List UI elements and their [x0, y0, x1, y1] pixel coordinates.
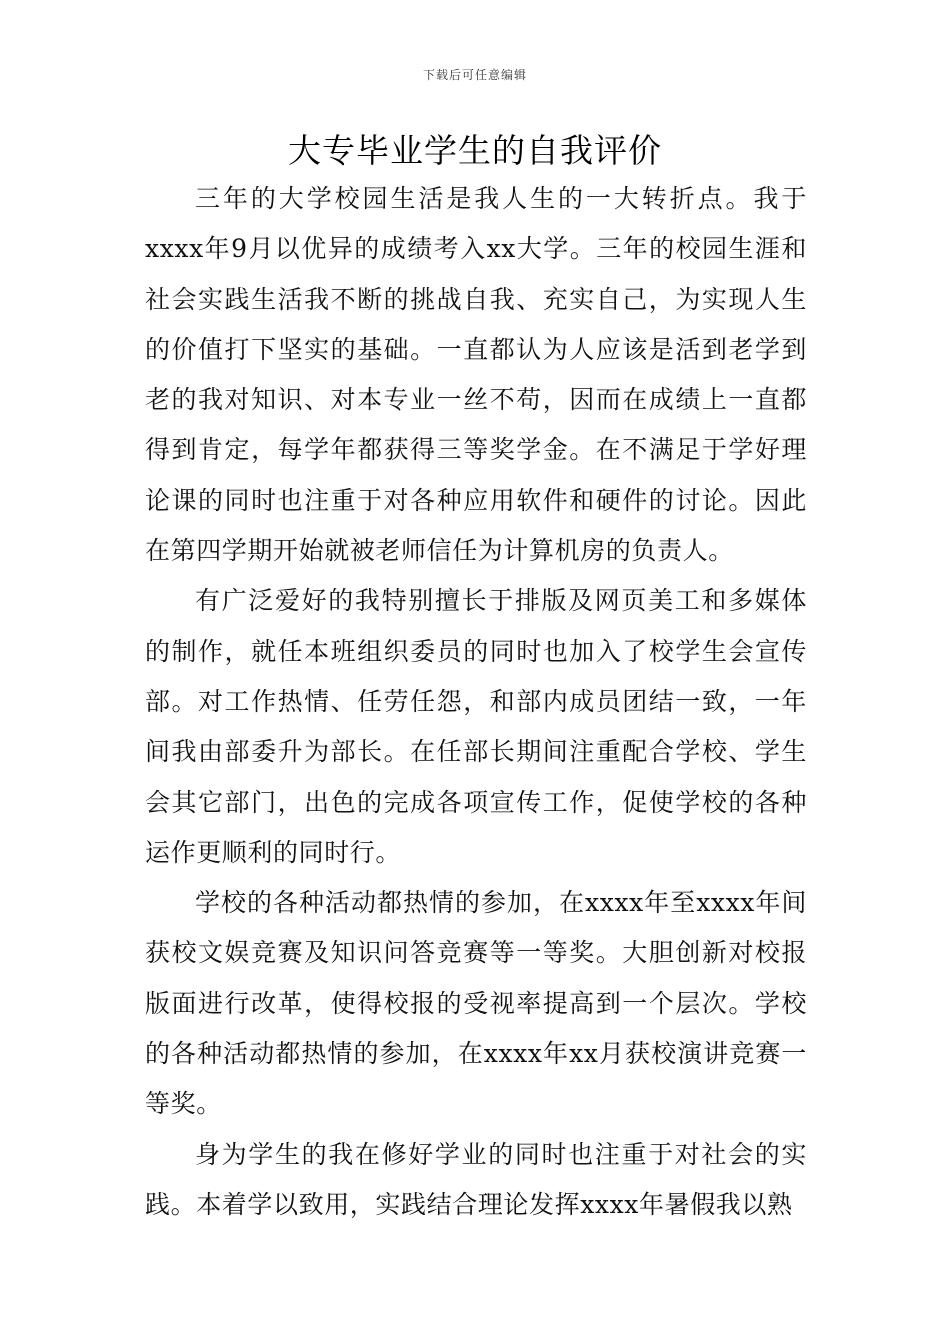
paragraph-3: 学校的各种活动都热情的参加，在xxxx年至xxxx年间获校文娱竞赛及知识问答竞赛等一等奖。大胆创新对校报版面进行改革，使得校报的受视率提高到一个层次。学校的各种活动都热情的参加，在xxxx年xx月获校演讲竞赛一等奖。 — [145, 888, 807, 1119]
header-note: 下载后可任意编辑 — [422, 68, 527, 82]
document-title: 大专毕业学生的自我评价 — [288, 131, 662, 170]
paragraph-1: 三年的大学校园生活是我人生的一大转折点。我于xxxx年9月以优异的成绩考入xx大学。三年的校园生涯和社会实践生活我不断的挑战自我、充实自己，为实现人生的价值打下坚实的基础。一直都认为人应该是活到老学到老的我对知识、对本专业一丝不苟，因而在成绩上一直都得到肯定，每学年都获得三等奖学金。在不满足于学好理论课的同时也注重于对各种应用软件和硬件的讨论。因此在第四学期开始就被老师信任为计算机房的负责人。 — [145, 184, 807, 566]
paragraph-4: 身为学生的我在修好学业的同时也注重于对社会的实践。本着学以致用，实践结合理论发挥xxxx年暑假我以熟 — [145, 1139, 807, 1219]
paragraph-2: 有广泛爱好的我特别擅长于排版及网页美工和多媒体的制作，就任本班组织委员的同时也加入了校学生会宣传部。对工作热情、任劳任怨，和部内成员团结一致，一年间我由部委升为部长。在任部长期间注重配合学校、学生会其它部门，出色的完成各项宣传工作，促使学校的各种运作更顺利的同时行。 — [145, 586, 807, 867]
document-body — [145, 174, 807, 1230]
